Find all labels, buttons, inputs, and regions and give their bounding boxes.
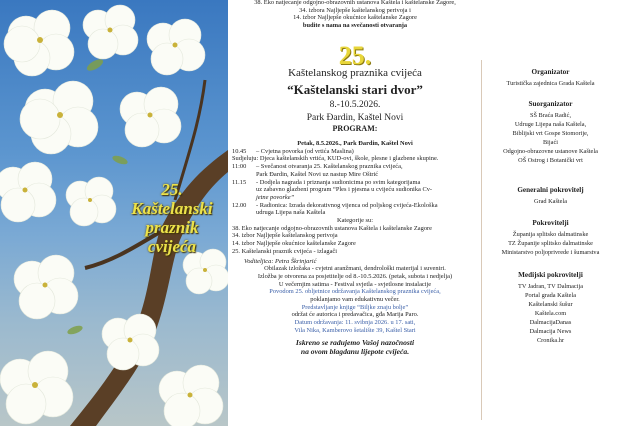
- host-line: Voditeljica: Petra Škrinjarić: [244, 257, 317, 265]
- festival-subtitle: “Kaštelanski stari dvor”: [287, 82, 423, 97]
- sponsor-item: SŠ Braća Radić,: [529, 112, 572, 119]
- sponsor-item: TZ Županije splitsko dalmatinske: [508, 240, 593, 247]
- program-item: Sudjeluju: Djeca kaštelanskih vrtića, KUD-ovi, škole, plesne i glazbene skupine.: [232, 155, 439, 163]
- sponsor-item: Udruge Lijepa naša Kaštela,: [514, 121, 587, 128]
- program-item: 11:00 – Svečanost otvaranja 25. Kaštelanskog praznika cvijeća,: [232, 163, 403, 171]
- group-heading: Generalni pokrovitelj: [517, 186, 584, 194]
- program-item: 11.15 - Dodjela nagrada i priznanja sudionicima po svim kategorijama: [232, 178, 421, 186]
- category-item: 14. izbor Najljepše okućnice kaštelanske Zagore: [232, 240, 356, 248]
- category-item: 38. Eko natjecanje odgojno-obrazovnih ustanova Kaštela i kaštelanske Zagore: [232, 224, 432, 232]
- sponsor-item: TV Jadran, TV Dalmacija: [517, 283, 584, 290]
- anniversary-number: 25.: [338, 41, 372, 70]
- sponsor-item: Ministarstvo poljoprivrede i šumarstva: [501, 249, 600, 256]
- book-line: održat će autorica i predavačica, gđa Marija Paro.: [291, 311, 419, 319]
- sponsor-item: Cronika.hr: [536, 337, 565, 344]
- program-item: Park Đardin, Kaštel Novi uz nastup Mire Oštrić: [256, 170, 379, 178]
- photo-title: 25. Kaštelanski praznik cvijeća: [131, 180, 213, 256]
- program-item: uz zabavno glazbeni program “Ples i pjesma u cvijeću sudionika Cv-: [256, 186, 433, 194]
- intro-lines: [232, 0, 478, 30]
- group-heading: Suorganizator: [528, 100, 573, 108]
- book-line: Vila Nika, Kamberovo šetalište 39, Kaštel Stari: [294, 326, 416, 334]
- sponsors-column: [484, 0, 617, 426]
- sponsor-item: OŠ Ostrog i Botanički vrt: [518, 157, 583, 164]
- program-item: jetne povorke”: [256, 193, 295, 201]
- edu-line: poklanjamo vam edukativnu večer.: [310, 296, 400, 304]
- sponsor-item: Biblijski vrt Gospe Stomorije,: [512, 130, 589, 137]
- program-item: udruga Lijepa naša Kaštela: [256, 209, 326, 217]
- general-patron-group: [484, 186, 617, 206]
- intro-line: 34. izbora Najljepše kaštelanskog perivoja i: [299, 6, 411, 14]
- festival-name: Kaštelanskog praznika cvijeća: [288, 67, 422, 79]
- sponsor-item: Kaštela.com: [534, 310, 567, 317]
- program-body: [232, 140, 478, 356]
- sponsor-item: Županija splitsko dalmatinske: [512, 231, 589, 238]
- exhibition-line: Izložba je otvorena za posjetitelje od 8.-10.5.2026. (petak, subota i nedjelja): [257, 272, 453, 280]
- sponsor-item: DalmacijaDanas: [529, 319, 572, 326]
- category-item: 25. Kaštelanski praznik cvijeća - izlagači: [232, 247, 338, 255]
- group-heading: Medijski pokrovitelji: [518, 271, 583, 279]
- media-patrons-group: [484, 271, 617, 345]
- group-heading: Pokrovitelji: [532, 219, 569, 227]
- sponsor-item: Turistička zajednica Grada Kaštela: [506, 80, 595, 87]
- program-heading: PROGRAM:: [332, 124, 378, 133]
- intro-line: 14. izbor Najljepše okućnice kaštelanske Zagore: [293, 14, 417, 22]
- program-item: 10.45 – Cvjetna povorka (od vrtića Maslina): [232, 147, 354, 155]
- co-organizer-group: [484, 100, 617, 165]
- invite-line: budite s nama na svečanosti otvaranja: [302, 22, 408, 30]
- day-heading: Petak, 8.5.2026., Park Đardin, Kaštel Novi: [297, 140, 413, 147]
- sponsor-item: Portal grada Kaštela: [524, 292, 577, 299]
- intro-line: 38. Eko natjecanje odgojno-obrazovnih ustanova Kaštela i kaštelanske Zagore,: [254, 0, 456, 6]
- organizer-group: [484, 68, 617, 88]
- sponsor-item: Kaštelanski šušur: [528, 301, 573, 308]
- patrons-group: [484, 219, 617, 257]
- categories-label: Kategorije su:: [336, 217, 374, 225]
- closing-note: Iskreno se radujemo Vašoj nazočnosti na ovom blagdanu lijepote cvijeća.: [295, 337, 415, 356]
- festival-dates: 8.-10.5.2026.: [329, 100, 381, 110]
- column-divider: [481, 60, 482, 420]
- program-column: [232, 0, 478, 426]
- sponsor-item: Grad Kaštela: [533, 198, 568, 205]
- group-heading: Organizator: [531, 68, 570, 76]
- edu-line: Povodom 25. obljetnice održavanja Kaštelanskog praznika cvijeća,: [269, 288, 441, 296]
- sponsor-item: Dalmacija News: [529, 328, 572, 335]
- exhibition-line: Obilazak izložaka - cvjetni aranžmani, dendrološki materijal i suveniri.: [264, 265, 446, 273]
- category-item: 34. izbor Najljepše kaštelanskog perivoja: [232, 232, 338, 240]
- program-item: 12.00 - Radionica: Izrada dekorativnog vijenca od poljskog cvijeća-Ekološka: [232, 201, 438, 209]
- sponsor-item: Odgojno-obrazovne ustanove Kaštela: [503, 148, 598, 155]
- exhibition-line: U večernjim satima - Festival svjetla - svjetlosne instalacije: [278, 280, 432, 288]
- festival-place: Park Đardin, Kaštel Novi: [306, 113, 404, 123]
- book-line: Datum održavanja: 11. svibnja 2026. u 17. sati,: [294, 319, 416, 327]
- book-line: Predstavljanje knjige “Biljke znaju bolje”: [301, 303, 409, 311]
- cherry-blossom-photo: [0, 0, 228, 426]
- sponsor-item: Bijaći: [542, 139, 559, 146]
